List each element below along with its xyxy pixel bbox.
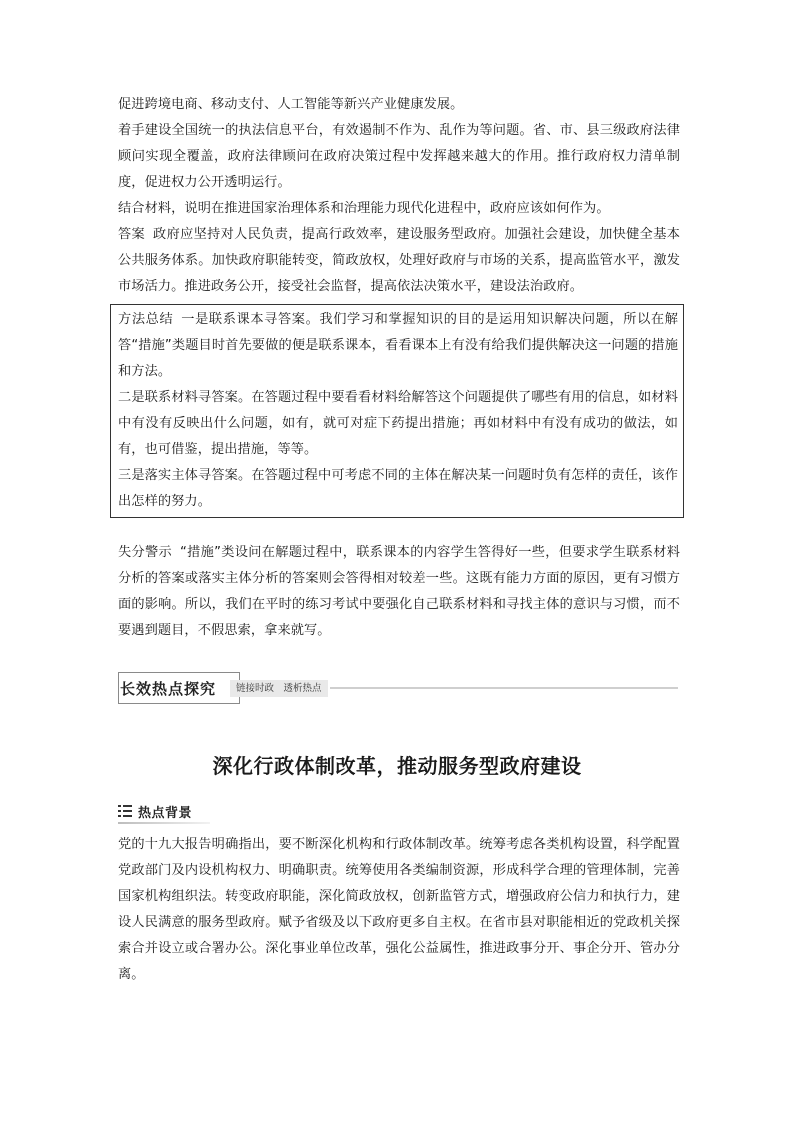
- banner-tab-underline: [118, 703, 240, 704]
- background-paragraph: 党的十九大报告明确指出，要不断深化机构和行政体制改革。统筹考虑各类机构设置，科学配置党政部门及内设机构权力、明确职责。统筹使用各类编制资源，形成科学合理的管理体制，完善国家机构组织法。转变政府职能，深化简政放权，创新监管方式，增强政府公信力和执行力，建设人民满意的服务型政府。赋予省级及以下政府更多自主权。在省市县对职能相近的党政机关探索合并设立或合署办公。深化事业单位改革，强化公益属性，推进政事分开、事企分开、管办分离。: [118, 837, 680, 982]
- material-line-1: 促进跨境电商、移动支付、人工智能等新兴产业健康发展。: [118, 97, 464, 112]
- warning-text: “措施”类设问在解题过程中，联系课本的内容学生答得好一些，但要求学生联系材料分析的答案或落实主体分析的答案则会答得相对较差一些。这既有能力方面的原因，更有习惯方面的影响。所以，我们在平时的练习考试中要强化自己联系材料和寻找主体的意识与习惯，而不要遇到题目，不假思索，拿来就写。: [118, 545, 680, 638]
- banner-subtitle: 链接时政 透析热点: [230, 680, 328, 697]
- banner-divider: [330, 687, 678, 689]
- background-heading-underline: [118, 822, 210, 824]
- answer-paragraph: [118, 222, 680, 300]
- topic-title: 深化行政体制改革，推动服务型政府建设: [212, 754, 582, 778]
- warning-paragraph: [118, 540, 680, 644]
- question-text: 结合材料，说明在推进国家治理体系和治理能力现代化进程中，政府应该如何作为。: [118, 201, 610, 216]
- method-summary-p2: 二是联系材料寻答案。在答题过程中要看看材料给解答这个问题提供了哪些有用的信息，如材料中有没有反映出什么问题，如有，就可对症下药提出措施；再如材料中有没有成功的做法，如有，也可借鉴，提出措施，等等。: [118, 390, 678, 457]
- answer-text: 政府应坚持对人民负责，提高行政效率，建设服务型政府。加强社会建设，加快健全基本公共服务体系。加快政府职能转变，简政放权，处理好政府与市场的关系，提高监管水平，激发市场活力。推进政务公开，接受社会监督，提高依法决策水平，建设法治政府。: [118, 227, 680, 294]
- background-heading: [118, 800, 192, 822]
- method-summary-label: 方法总结: [118, 312, 174, 327]
- material-paragraph: 着手建设全国统一的执法信息平台，有效遏制不作为、乱作为等问题。省、市、县三级政府法律顾问实现全覆盖，政府法律顾问在政府决策过程中发挥越来越大的作用。推行政府权力清单制度，促进权力公开透明运行。: [118, 123, 680, 190]
- method-summary-p1-text: 一是联系课本寻答案。我们学习和掌握知识的目的是运用知识解决问题，所以在解答“措施”类题目时首先要做的便是联系课本，看看课本上有没有给我们提供解决这一问题的措施和方法。: [118, 312, 678, 379]
- method-summary-p3: 三是落实主体寻答案。在答题过程中可考虑不同的主体在解决某一问题时负有怎样的责任，该作出怎样的努力。: [118, 468, 678, 509]
- banner-title: 长效热点探究: [120, 680, 217, 698]
- method-summary-p1: [118, 307, 678, 385]
- method-summary-box: [110, 304, 684, 518]
- warning-label: 失分警示: [118, 545, 172, 560]
- list-icon: [118, 805, 132, 817]
- background-heading-text: 热点背景: [138, 805, 193, 821]
- answer-label: 答案: [118, 227, 146, 242]
